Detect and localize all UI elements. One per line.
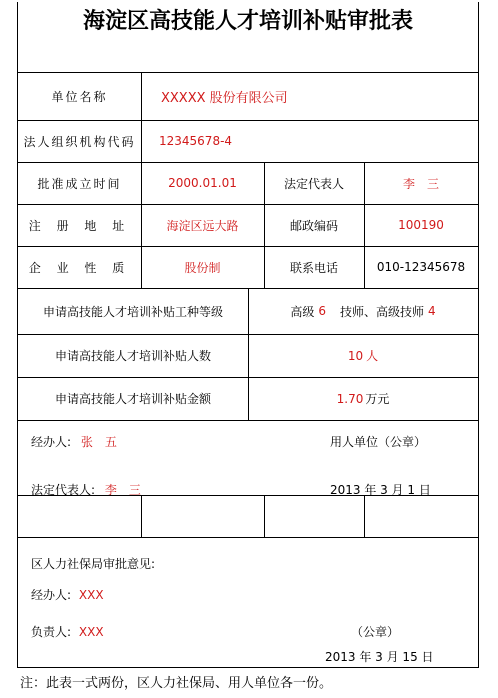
amount-value — [248, 377, 478, 420]
unit-name-label: 单位名称 — [51, 90, 108, 104]
phone-label: 联系电话 — [289, 260, 338, 275]
established-value: 2000.01.01 — [168, 176, 237, 190]
count-label: 申请高技能人才培训补贴人数 — [54, 349, 211, 363]
grade-num1: 6 — [318, 304, 326, 318]
grade-part2: 技师、高级技师 — [340, 304, 425, 319]
employer-legal — [31, 481, 141, 498]
count-num: 10 — [347, 348, 364, 363]
employer-handler-label: 经办人: — [31, 435, 72, 449]
nature-value: 股份制 — [184, 260, 221, 275]
employer-handler-value: 张 五 — [80, 435, 117, 449]
unit-name-value: XXXXX 股份有限公司 — [161, 91, 288, 106]
org-code-label: 法人组织机构代码 — [23, 134, 136, 149]
bureau-handler-value: XXX — [78, 588, 104, 602]
col-divider — [141, 495, 142, 537]
bureau-chief — [31, 623, 104, 640]
address-value: 海淀区远大路 — [166, 218, 239, 233]
row-divider — [18, 537, 478, 538]
legal-rep-label: 法定代表人 — [283, 176, 344, 191]
count-value — [248, 334, 478, 377]
amount-num: 1.70 — [336, 391, 364, 406]
amount-unit: 万元 — [365, 392, 390, 406]
form-table — [17, 72, 479, 668]
form-title: 海淀区高技能人才培训补贴审批表 — [17, 2, 479, 72]
employer-legal-label: 法定代表人: — [31, 483, 96, 497]
bureau-chief-value: XXX — [78, 625, 104, 639]
grade-value — [248, 288, 478, 334]
row-divider — [18, 420, 478, 421]
bureau-handler — [31, 586, 104, 603]
footnote: 注：此表一式两份，区人力社保局、用人单位各一份。 — [20, 676, 333, 691]
phone-value: 010-12345678 — [376, 260, 466, 274]
col-divider — [264, 495, 265, 537]
employer-date: 2013 年 3 月 1 日 — [330, 483, 431, 497]
employer-stamp: 用人单位（公章） — [330, 435, 427, 449]
grade-part1: 高级 — [290, 304, 315, 319]
postcode-label: 邮政编码 — [289, 218, 338, 233]
bureau-stamp: （公章） — [351, 625, 400, 639]
established-label: 批准成立时间 — [37, 176, 122, 191]
bureau-date: 2013 年 3 月 15 日 — [325, 650, 434, 664]
grade-num2: 4 — [428, 304, 436, 318]
org-code-value: 12345678-4 — [159, 134, 233, 148]
nature-label: 企 业 性 质 — [28, 260, 131, 275]
amount-label: 申请高技能人才培训补贴金额 — [54, 392, 211, 406]
postcode-value: 100190 — [398, 218, 444, 232]
bureau-handler-label: 经办人: — [31, 588, 72, 602]
col-divider — [364, 495, 365, 537]
address-label: 注 册 地 址 — [28, 218, 131, 233]
bureau-opinion-label: 区人力社保局审批意见: — [31, 557, 156, 571]
employer-legal-value: 李 三 — [104, 483, 141, 497]
count-unit: 人 — [366, 349, 379, 363]
legal-rep-value: 李 三 — [402, 176, 439, 191]
bureau-chief-label: 负责人: — [31, 625, 72, 639]
grade-label: 申请高技能人才培训补贴工种等级 — [42, 304, 223, 319]
employer-handler — [31, 433, 117, 450]
